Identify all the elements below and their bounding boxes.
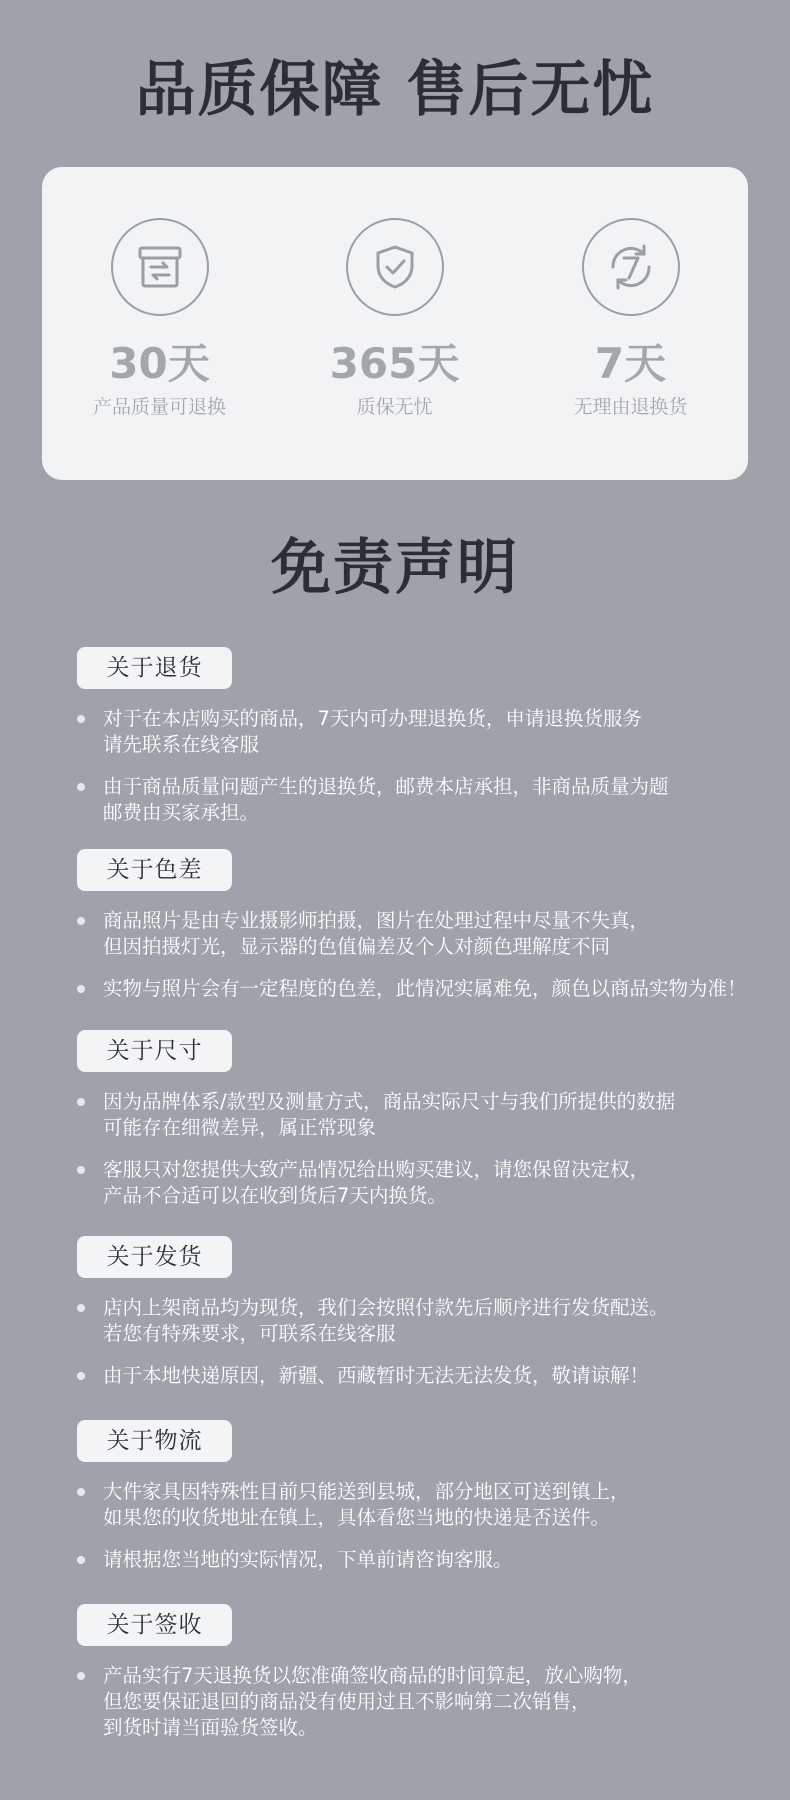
seven-day-refresh-icon: [582, 218, 680, 316]
section-tag: 关于物流: [77, 1420, 232, 1462]
feature-label: 质保无忧: [356, 396, 433, 418]
feature-label: 无理由退换货: [573, 396, 688, 418]
item-text: 但您要保证退回的商品没有使用过且不影响第二次销售，: [103, 1690, 591, 1713]
list-item: [77, 976, 767, 1002]
section-size: [77, 1030, 767, 1209]
section-returns: [77, 647, 767, 826]
item-text: 到货时请当面验货签收。: [103, 1716, 318, 1739]
list-item: [77, 1479, 767, 1531]
item-text: 商品照片是由专业摄影师拍摄，图片在处理过程中尽量不失真，: [103, 909, 650, 932]
item-text: 对于在本店购买的商品，7天内可办理退换货，申请退换货服务: [103, 707, 642, 730]
section-signing: [77, 1604, 767, 1741]
feature-value: 365天: [329, 339, 460, 388]
list-item: [77, 774, 767, 826]
section-color-difference: [77, 849, 767, 1002]
item-text: 请根据您当地的实际情况，下单前请咨询客服。: [103, 1548, 513, 1571]
item-text: 客服只对您提供大致产品情况给出购买建议，请您保留决定权，: [103, 1158, 650, 1181]
item-text: 实物与照片会有一定程度的色差，此情况实属难免，颜色以商品实物为准！: [103, 977, 747, 1000]
list-item: [77, 1089, 767, 1141]
guarantee-card: [42, 167, 748, 480]
item-text: 产品不合适可以在收到货后7天内换货。: [103, 1184, 447, 1207]
list-item: [77, 908, 767, 960]
item-text: 但因拍摄灯光，显示器的色值偏差及个人对颜色理解度不同: [103, 935, 611, 958]
disclaimer-title: 免责声明: [271, 533, 519, 603]
item-text: 请先联系在线客服: [103, 733, 260, 756]
shield-check-icon: [346, 218, 444, 316]
item-text: 由于商品质量问题产生的退换货，邮费本店承担，非商品质量为题: [103, 775, 669, 798]
item-text: 因为品牌体系/款型及测量方式，商品实际尺寸与我们所提供的数据: [103, 1090, 676, 1113]
item-text: 若您有特殊要求，可联系在线客服: [103, 1322, 396, 1345]
item-text: 产品实行7天退换货以您准确签收商品的时间算起，放心购物，: [103, 1664, 642, 1687]
item-text: 由于本地快递原因，新疆、西藏暂时无法无法发货，敬请谅解！: [103, 1364, 650, 1387]
section-tag: 关于签收: [77, 1604, 232, 1646]
item-text: 大件家具因特殊性目前只能送到县城，部分地区可送到镇上，: [103, 1480, 630, 1503]
feature-365-day-warranty: [277, 167, 512, 420]
item-text: 如果您的收货地址在镇上，具体看您当地的快递是否送件。: [103, 1506, 611, 1529]
item-text: 店内上架商品均为现货，我们会按照付款先后顺序进行发货配送。: [103, 1296, 669, 1319]
return-box-icon: [111, 218, 209, 316]
list-item: [77, 1663, 767, 1741]
list-item: [77, 706, 767, 758]
section-tag: 关于色差: [77, 849, 232, 891]
item-text: 可能存在细微差异，属正常现象: [103, 1116, 377, 1139]
feature-30-day-return: [42, 167, 277, 420]
feature-7-day-return: [513, 167, 748, 420]
section-tag: 关于退货: [77, 647, 232, 689]
page-title: 品质保障 售后无忧: [135, 55, 655, 125]
item-text: 邮费由买家承担。: [103, 801, 260, 824]
list-item: [77, 1157, 767, 1209]
list-item: [77, 1363, 767, 1389]
section-tag: 关于发货: [77, 1236, 232, 1278]
feature-value: 30天: [109, 339, 210, 388]
section-tag: 关于尺寸: [77, 1030, 232, 1072]
list-item: [77, 1547, 767, 1573]
section-logistics: [77, 1420, 767, 1573]
feature-value: 7天: [594, 339, 667, 388]
list-item: [77, 1295, 767, 1347]
feature-label: 产品质量可退换: [92, 396, 226, 418]
section-shipping: [77, 1236, 767, 1389]
